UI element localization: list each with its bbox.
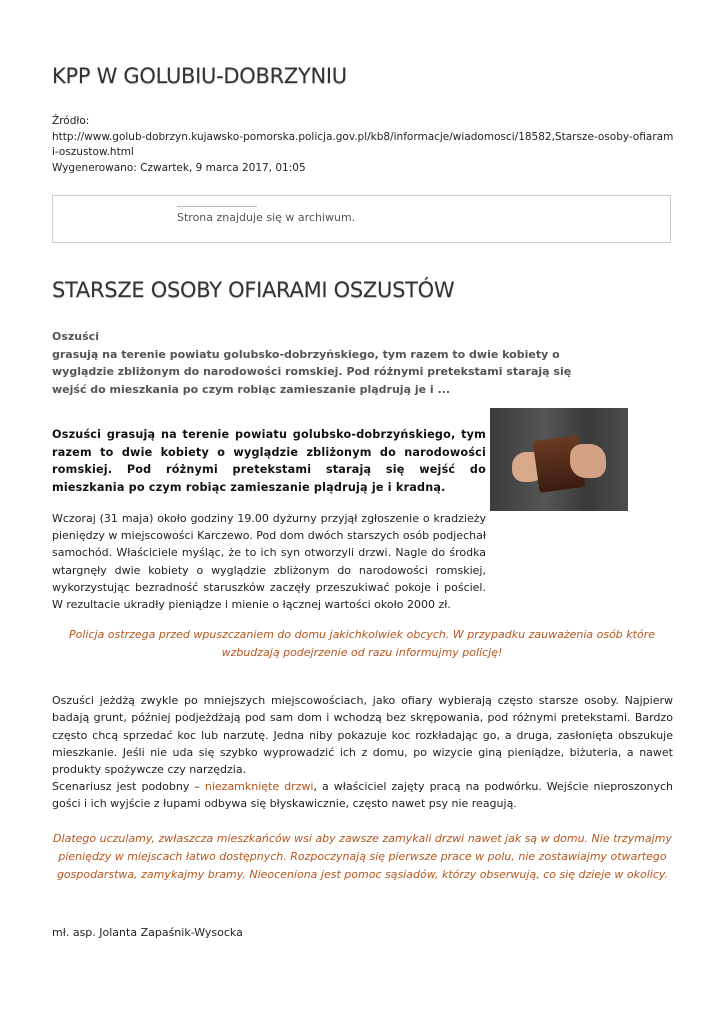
paragraph-3-end: , a właściciel zajęty pracą na podwórku. Wejście nieproszonych gości i ich wyjście z łupami odbywa się błyskawicznie, często nawet psy nie reagują. xyxy=(52,780,673,811)
article-paragraph-1: Wczoraj (31 maja) około godziny 19.00 dyżurny przyjął zgłoszenie o kradzieży pieniędzy w miejscowości Karczewo. Pod dom dwóch starszych osób podjechał samochód. Właściciele myśląc, że to ich syn otworzyli drzwi. Nagle do środka wtargnęły dwie kobiety o wyglądzie zbliżonym do narodowości romskiej, wykorzystując bezradność staruszków zaczęły przeszukiwać pokoje i pościel. W rezultacie ukradły pieniądze i mienie o łącznej wartości około 2000 zł. xyxy=(52,512,486,612)
article-author: mł. asp. Jolanta Zapaśnik-Wysocka xyxy=(52,926,243,939)
site-title: KPP W GOLUBIU-DOBRZYNIU xyxy=(52,64,347,88)
lead-text: grasują na terenie powiatu golubsko-dobrzyńskiego, tym razem to dwie kobiety o wyglądzie zbliżonym do narodowości romskiej. Pod różnymi pretekstami starają się wejść do mieszkania po czym robiąc zamieszanie plądrują je i ... xyxy=(52,347,572,396)
paragraph-3-start: Scenariusz jest podobny – xyxy=(52,780,205,793)
article-bold-intro: Oszuści grasują na terenie powiatu golubsko-dobrzyńskiego, tym razem to dwie kobiety o wyglądzie zbliżonym do narodowości romskiej. Pod różnymi pretekstami starają się wejść do mieszkania po czym robiąc zamieszanie plądrują je i kradną. xyxy=(52,428,486,494)
article-title: STARSZE OSOBY OFIARAMI OSZUSTÓW xyxy=(52,278,455,302)
police-warning-2: Dlatego uczulamy, zwłaszcza mieszkańców wsi aby zawsze zamykali drzwi nawet jak są w domu. Nie trzymajmy pieniędzy w miejscach łatwo dostępnych. Rozpoczynają się pierwsze prace w polu, nie zostawiajmy otwartego gospodarstwa, zamykajmy bramy. Nieoceniona jest pomoc sąsiadów, którzy obserwują, co się dzieje w okolicy. xyxy=(53,832,672,881)
generated-date: Wygenerowano: Czwartek, 9 marca 2017, 01:05 xyxy=(52,161,306,174)
archive-divider xyxy=(177,206,257,207)
lead-first-word: Oszuści xyxy=(52,330,99,343)
article-lead xyxy=(52,328,572,398)
photo-right-hand xyxy=(570,444,606,478)
source-label: Źródło: xyxy=(52,115,90,127)
article-paragraph-2: Oszuści jeżdżą zwykle po mniejszych miejscowościach, jako ofiary wybierają często starsze osoby. Najpierw badają grunt, później podjeżdżają pod sam dom i wchodzą bez skrępowania, pod różnymi pretekstami. Bardzo często chcą sprzedać koc lub narzutę. Jedna niby pokazuje koc rozkładając go, a druga, zasłonięta obszukuje mieszkanie. Jeśli nie uda się szybko wyprowadzić ich z domu, po wizycie giną pieniądze, biżuteria, a nawet produkty spożywcze czy narzędzia. xyxy=(52,694,673,777)
source-info xyxy=(52,114,676,176)
archive-notice: Strona znajduje się w archiwum. xyxy=(177,211,356,224)
source-url[interactable]: http://www.golub-dobrzyn.kujawsko-pomorska.policja.gov.pl/kb8/informacje/wiadomosci/18582,Starsze-osoby-ofiarami-oszustow.html xyxy=(52,130,674,158)
unlocked-door-link[interactable]: niezamknięte drzwi xyxy=(204,780,314,793)
article-paragraph-3 xyxy=(52,778,673,813)
archive-notice-box xyxy=(52,195,671,243)
police-warning-1: Policja ostrzega przed wpuszczaniem do domu jakichkolwiek obcych. W przypadku zauważenia osób które wzbudzają podejrzenie od razu informujmy policję! xyxy=(68,628,655,659)
wallet-photo xyxy=(490,408,628,511)
